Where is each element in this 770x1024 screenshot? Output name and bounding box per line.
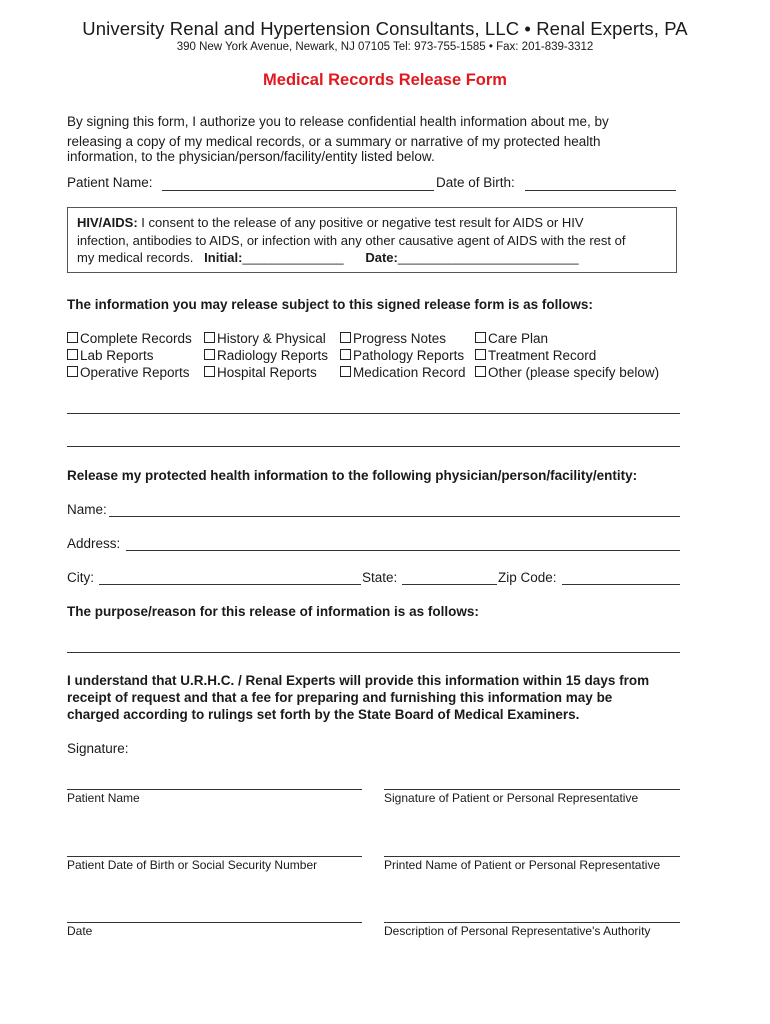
- intro-line-1: By signing this form, I authorize you to release confidential health information about me, by: [67, 114, 609, 129]
- hiv-line-1: I consent to the release of any positive or negative test result for AIDS or HIV: [137, 215, 584, 230]
- checkbox-lab-reports[interactable]: Lab Reports: [67, 348, 154, 363]
- hiv-line-2: infection, antibodies to AIDS, or infection with any other causative agent of AIDS with the rest of: [77, 232, 626, 248]
- hiv-initial-label: Initial:: [204, 250, 243, 265]
- checkbox-operative-reports[interactable]: Operative Reports: [67, 365, 190, 380]
- patient-name-sig-label: Patient Name: [67, 791, 140, 805]
- patient-signature-line[interactable]: [384, 789, 680, 790]
- checkbox-icon: [475, 349, 486, 360]
- hiv-label: HIV/AIDS:: [77, 215, 138, 230]
- organization-name: University Renal and Hypertension Consultants, LLC • Renal Experts, PA: [82, 18, 688, 39]
- recipient-name-label: Name:: [67, 502, 107, 517]
- recipient-heading: Release my protected health information to the following physician/person/facility/entity:: [67, 468, 638, 483]
- recipient-zip-label: Zip Code:: [498, 570, 557, 585]
- organization-address: 390 New York Avenue, Newark, NJ 07105 Tel: 973-755-1585 • Fax: 201-839-3312: [176, 41, 594, 53]
- checkbox-icon: [204, 332, 215, 343]
- other-specify-line-2[interactable]: [67, 446, 680, 447]
- notice-line-1: I understand that U.R.H.C. / Renal Experts will provide this information within 15 days from: [67, 673, 650, 688]
- patient-name-label: Patient Name:: [67, 175, 153, 190]
- date-line[interactable]: [67, 922, 362, 923]
- form-title: Medical Records Release Form: [263, 71, 507, 89]
- authority-line[interactable]: [384, 922, 680, 923]
- other-specify-line-1[interactable]: [67, 413, 680, 414]
- dob-ssn-label: Patient Date of Birth or Social Security Number: [67, 858, 318, 872]
- intro-line-2: releasing a copy of my medical records, or a summary or narrative of my protected health: [67, 134, 601, 149]
- checkbox-icon: [67, 332, 78, 343]
- patient-name-field[interactable]: [162, 190, 434, 191]
- recipient-state-field[interactable]: [402, 584, 497, 585]
- checkbox-progress-notes[interactable]: Progress Notes: [340, 331, 446, 346]
- checkbox-treatment-record[interactable]: Treatment Record: [475, 348, 596, 363]
- dob-ssn-line[interactable]: [67, 856, 362, 857]
- checkbox-icon: [340, 366, 351, 377]
- patient-name-signature-line[interactable]: [67, 789, 362, 790]
- recipient-name-field[interactable]: [109, 516, 680, 517]
- hiv-date-field[interactable]: _________________________: [397, 250, 579, 265]
- checkbox-history-physical[interactable]: History & Physical: [204, 331, 326, 346]
- checkbox-radiology-reports[interactable]: Radiology Reports: [204, 348, 328, 363]
- dob-label: Date of Birth:: [436, 175, 515, 190]
- intro-line-3: information, to the physician/person/facility/entity listed below.: [67, 149, 435, 164]
- notice-line-3: charged according to rulings set forth by the State Board of Medical Examiners.: [67, 707, 580, 722]
- purpose-field[interactable]: [67, 652, 680, 653]
- checkbox-complete-records[interactable]: Complete Records: [67, 331, 192, 346]
- signature-heading: Signature:: [67, 741, 129, 756]
- hiv-date-label: Date:: [365, 250, 398, 265]
- recipient-zip-field[interactable]: [562, 584, 680, 585]
- checkbox-care-plan[interactable]: Care Plan: [475, 331, 548, 346]
- hiv-initial-field[interactable]: ______________: [242, 250, 344, 265]
- recipient-address-label: Address:: [67, 536, 121, 551]
- authority-label: Description of Personal Representative's Authority: [384, 924, 651, 938]
- checkbox-medication-record[interactable]: Medication Record: [340, 365, 466, 380]
- recipient-state-label: State:: [362, 570, 398, 585]
- checkbox-icon: [204, 366, 215, 377]
- checkbox-icon: [67, 349, 78, 360]
- checkbox-icon: [204, 349, 215, 360]
- hiv-consent-box: [67, 207, 677, 273]
- checkbox-pathology-reports[interactable]: Pathology Reports: [340, 348, 464, 363]
- checkbox-hospital-reports[interactable]: Hospital Reports: [204, 365, 317, 380]
- recipient-city-label: City:: [67, 570, 94, 585]
- purpose-heading: The purpose/reason for this release of information is as follows:: [67, 604, 479, 619]
- date-label: Date: [67, 924, 93, 938]
- checkbox-icon: [475, 332, 486, 343]
- hiv-line-3: my medical records.: [77, 250, 194, 265]
- checkbox-icon: [67, 366, 78, 377]
- patient-signature-label: Signature of Patient or Personal Representative: [384, 791, 639, 805]
- dob-field[interactable]: [525, 190, 676, 191]
- notice-line-2: receipt of request and that a fee for preparing and furnishing this information may be: [67, 690, 613, 705]
- checkbox-icon: [475, 366, 486, 377]
- recipient-address-field[interactable]: [126, 550, 680, 551]
- checkbox-other[interactable]: Other (please specify below): [475, 365, 659, 380]
- release-info-heading: The information you may release subject to this signed release form is as follows:: [67, 297, 593, 312]
- printed-name-label: Printed Name of Patient or Personal Representative: [384, 858, 661, 872]
- printed-name-line[interactable]: [384, 856, 680, 857]
- checkbox-icon: [340, 349, 351, 360]
- recipient-city-field[interactable]: [99, 584, 361, 585]
- checkbox-icon: [340, 332, 351, 343]
